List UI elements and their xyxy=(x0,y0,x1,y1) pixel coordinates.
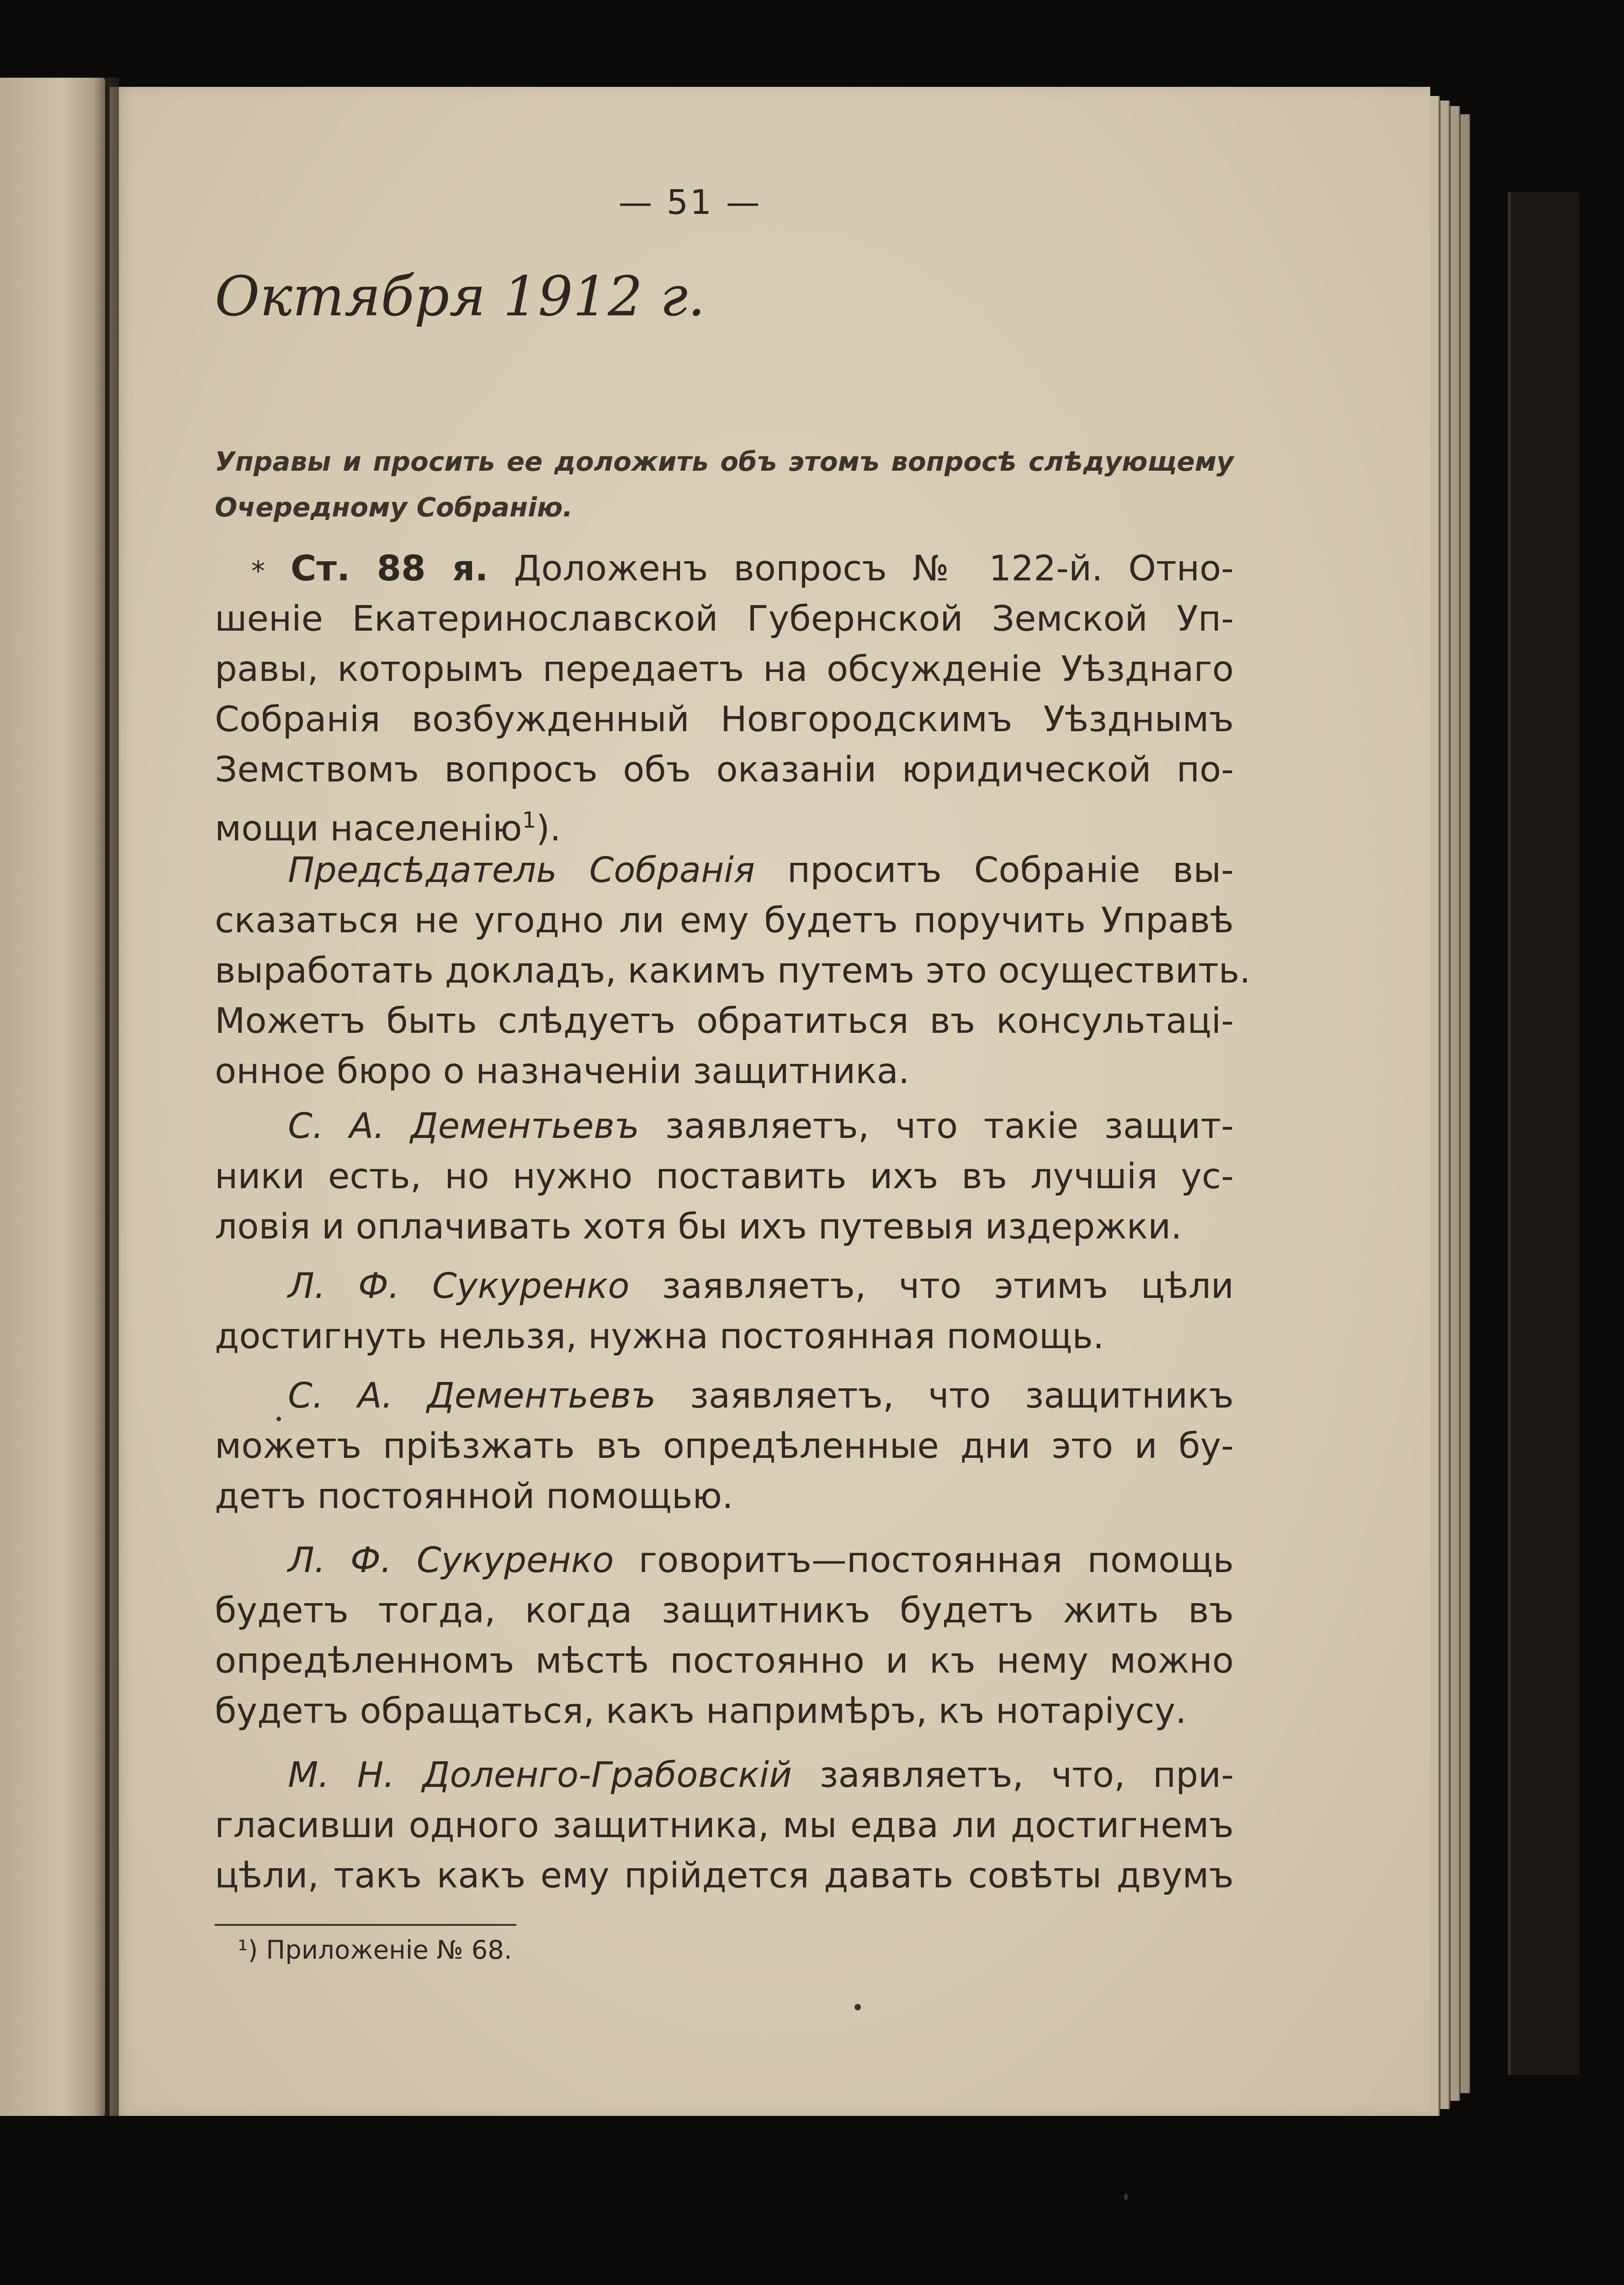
paragraph-text: заявляетъ, что этимъ цѣли xyxy=(662,1266,1234,1307)
paragraph-line xyxy=(215,1536,1234,1586)
paragraph-line: выработать докладъ, какимъ путемъ это осуществить. xyxy=(215,951,1251,991)
previous-page-edge xyxy=(0,78,105,2116)
paragraph-line: ники есть, но нужно поставить ихъ въ лучшія ус- xyxy=(215,1156,1234,1197)
paragraph-line xyxy=(215,1371,1234,1421)
article-line: Земствомъ вопросъ объ оказаніи юридической по- xyxy=(215,749,1234,790)
speaker-name: Л. Ф. Сукуренко xyxy=(288,1266,630,1307)
page-number: — 51 — xyxy=(618,183,762,222)
paragraph-line: будетъ обращаться, какъ напримѣръ, къ нотаріусу. xyxy=(215,1691,1187,1732)
footnote-ref: 1 xyxy=(522,808,536,833)
article-closing: ). xyxy=(536,808,561,849)
paragraph-text: говоритъ—постоянная помощь xyxy=(638,1540,1234,1581)
speaker-name: С. А. Дементьевъ xyxy=(288,1376,656,1416)
paragraph-line: достигнуть нельзя, нужна постоянная помощь. xyxy=(215,1316,1104,1357)
paragraph-line: ловія и оплачивать хотя бы ихъ путевыя издержки. xyxy=(215,1206,1182,1247)
paragraph-line: сказаться не угодно ли ему будетъ поручить Управѣ xyxy=(215,900,1234,941)
page-stack-edge xyxy=(1430,96,1440,2116)
article-line: Собранія возбужденный Новгородскимъ Уѣзднымъ xyxy=(215,699,1234,740)
paragraph-text: заявляетъ, что защитникъ xyxy=(690,1376,1234,1416)
paragraph-line: Можетъ быть слѣдуетъ обратиться въ консультаці- xyxy=(215,1001,1234,1042)
paragraph-line: гласивши одного защитника, мы едва ли достигнемъ xyxy=(215,1805,1234,1846)
speaker-name: Предсѣдатель Собранія xyxy=(288,850,755,891)
paragraph-line: опредѣленномъ мѣстѣ постоянно и къ нему можно xyxy=(215,1641,1234,1681)
article-line: шеніе Екатеринославской Губернской Земской Уп- xyxy=(215,599,1234,639)
paragraph-line xyxy=(215,845,1234,896)
paragraph-line: будетъ тогда, когда защитникъ будетъ жить въ xyxy=(215,1590,1234,1631)
paragraph-line: цѣли, такъ какъ ему прійдется давать совѣты двумъ xyxy=(215,1855,1234,1896)
paragraph-text: проситъ Собраніе вы- xyxy=(787,850,1234,891)
book-cover-edge xyxy=(1508,192,1579,2075)
paper-speck xyxy=(854,2004,861,2010)
paragraph-line: можетъ пріѣзжать въ опредѣленные дни это и бу- xyxy=(215,1426,1234,1467)
paragraph-line xyxy=(215,1261,1234,1312)
paper-speck xyxy=(1124,2194,1128,2200)
paragraph-text: заявляетъ, что, при- xyxy=(819,1755,1234,1796)
continuation-line: Очередному Собранію. xyxy=(215,492,573,523)
speaker-name: Л. Ф. Сукуренко xyxy=(288,1540,614,1581)
footnote: ¹) Приложеніе № 68. xyxy=(238,1935,512,1965)
paper-speck xyxy=(276,1417,281,1421)
article-text: мощи населенію xyxy=(215,808,522,849)
article-line: равы, которымъ передаетъ на обсужденіе Уѣзднаго xyxy=(215,649,1234,690)
article-text: Доложенъ вопросъ № 122-й. Отно- xyxy=(514,548,1234,589)
paragraph-line: онное бюро о назначеніи защитника. xyxy=(215,1051,910,1092)
article-label: Ст. 88 я. xyxy=(290,548,488,589)
paragraph-line xyxy=(215,1750,1234,1801)
continuation-line: Управы и просить ее доложить объ этомъ вопросѣ слѣдующему xyxy=(215,446,1234,477)
paragraph-line: детъ постоянной помощью. xyxy=(215,1476,733,1517)
speaker-name: С. А. Дементьевъ xyxy=(288,1106,640,1147)
paragraph-line xyxy=(215,1101,1234,1152)
page-stack-edge xyxy=(1450,106,1460,2101)
page-stack-edge xyxy=(1440,101,1450,2109)
article-line xyxy=(215,544,1234,596)
footnote-rule xyxy=(215,1924,516,1926)
running-head: Октября 1912 г. xyxy=(215,265,706,329)
paragraph-text: заявляетъ, что такіе защит- xyxy=(665,1106,1234,1147)
gutter-shadow xyxy=(94,78,119,2116)
page-stack-edge xyxy=(1460,114,1470,2093)
asterisk-mark: * xyxy=(251,555,265,587)
speaker-name: М. Н. Доленго-Грабовскій xyxy=(288,1755,792,1796)
